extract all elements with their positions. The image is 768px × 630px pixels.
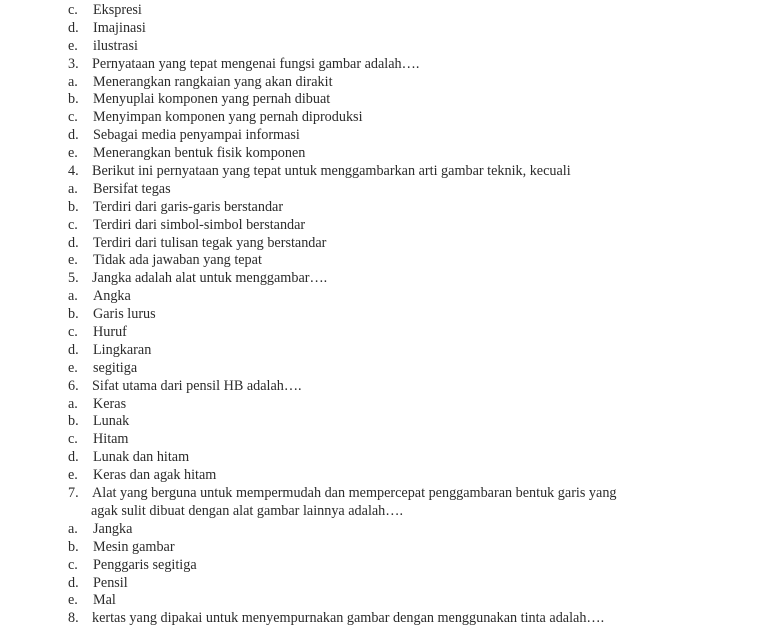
option-letter: e. (68, 145, 78, 162)
question-text: Alat yang berguna untuk mempermudah dan mempercepat penggambaran bentuk garis yang (92, 485, 617, 502)
option-text: Sebagai media penyampai informasi (93, 127, 300, 144)
answer-option-line (0, 252, 768, 270)
question-line (0, 163, 768, 181)
option-letter: c. (68, 556, 78, 573)
option-text: Mal (93, 592, 116, 609)
option-letter: d. (68, 127, 79, 144)
option-text: Lunak dan hitam (93, 449, 190, 466)
option-text: Tidak ada jawaban yang tepat (93, 252, 262, 269)
option-letter: c. (68, 2, 78, 18)
option-letter: d. (68, 341, 79, 358)
answer-option-line (0, 74, 768, 92)
option-text: Hitam (93, 431, 129, 448)
option-letter: e. (68, 359, 78, 376)
option-text: ilustrasi (93, 37, 138, 54)
answer-option-line (0, 557, 768, 575)
answer-option-line (0, 109, 768, 127)
option-letter: a. (68, 395, 78, 412)
option-text: Mesin gambar (93, 538, 175, 555)
answer-option-line (0, 2, 768, 20)
answer-option-line (0, 575, 768, 593)
question-continuation-line (0, 503, 768, 521)
answer-option-line (0, 127, 768, 145)
option-text: Angka (93, 288, 131, 305)
option-text: Menerangkan bentuk fisik komponen (93, 145, 306, 162)
answer-option-line (0, 145, 768, 163)
question-number: 3. (68, 55, 79, 72)
option-letter: c. (68, 109, 78, 126)
option-text: Imajinasi (93, 19, 146, 36)
option-letter: b. (68, 538, 79, 555)
question-text: Sifat utama dari pensil HB adalah…. (92, 377, 302, 394)
question-number: 7. (68, 485, 79, 502)
option-text: Terdiri dari garis-garis berstandar (93, 198, 284, 215)
option-text: Pensil (93, 574, 128, 591)
option-letter: c. (68, 431, 78, 448)
answer-option-line (0, 181, 768, 199)
question-line (0, 270, 768, 288)
option-letter: d. (68, 449, 79, 466)
option-letter: b. (68, 198, 79, 215)
option-letter: d. (68, 19, 79, 36)
question-line (0, 378, 768, 396)
option-text: Keras dan agak hitam (93, 467, 217, 484)
answer-option-line (0, 592, 768, 610)
option-letter: b. (68, 413, 79, 430)
answer-option-line (0, 431, 768, 449)
option-letter: d. (68, 574, 79, 591)
option-text: Huruf (93, 324, 127, 341)
answer-option-line (0, 360, 768, 378)
option-text: Terdiri dari tulisan tegak yang berstandar (93, 234, 327, 251)
answer-option-line (0, 539, 768, 557)
answer-option-line (0, 235, 768, 253)
answer-option-line (0, 324, 768, 342)
option-text: Penggaris segitiga (93, 556, 197, 573)
option-text: Menyimpan komponen yang pernah diproduksi (93, 109, 363, 126)
question-line (0, 56, 768, 74)
answer-option-line (0, 342, 768, 360)
option-text: Terdiri dari simbol-simbol berstandar (93, 216, 306, 233)
answer-option-line (0, 306, 768, 324)
option-letter: e. (68, 252, 78, 269)
question-number: 4. (68, 163, 79, 180)
question-number: 5. (68, 270, 79, 287)
answer-option-line (0, 396, 768, 414)
question-text: agak sulit dibuat dengan alat gambar lainnya adalah…. (91, 502, 404, 519)
option-text: Ekspresi (93, 2, 142, 18)
option-letter: c. (68, 324, 78, 341)
question-line (0, 610, 768, 628)
option-text: Keras (93, 395, 127, 412)
question-text: Pernyataan yang tepat mengenai fungsi gambar adalah…. (92, 55, 420, 72)
option-letter: c. (68, 216, 78, 233)
option-letter: e. (68, 467, 78, 484)
option-text: Menyuplai komponen yang pernah dibuat (93, 91, 331, 108)
question-text: Jangka adalah alat untuk menggambar…. (92, 270, 328, 287)
question-text: kertas yang dipakai untuk menyempurnakan gambar dengan menggunakan tinta adalah…. (92, 610, 605, 627)
answer-option-line (0, 467, 768, 485)
option-letter: a. (68, 520, 78, 537)
option-text: Garis lurus (93, 306, 156, 323)
option-letter: b. (68, 91, 79, 108)
option-letter: e. (68, 37, 78, 54)
answer-option-line (0, 20, 768, 38)
option-letter: b. (68, 306, 79, 323)
option-text: segitiga (93, 359, 138, 376)
document-body (0, 2, 768, 628)
answer-option-line (0, 413, 768, 431)
option-text: Menerangkan rangkaian yang akan dirakit (93, 73, 333, 90)
option-letter: a. (68, 180, 78, 197)
option-letter: e. (68, 592, 78, 609)
question-text: Berikut ini pernyataan yang tepat untuk menggambarkan arti gambar teknik, kecuali (92, 163, 571, 180)
answer-option-line (0, 91, 768, 109)
question-number: 8. (68, 610, 79, 627)
answer-option-line (0, 217, 768, 235)
option-text: Lingkaran (93, 341, 152, 358)
answer-option-line (0, 449, 768, 467)
option-text: Bersifat tegas (93, 180, 171, 197)
question-line (0, 485, 768, 503)
answer-option-line (0, 199, 768, 217)
question-number: 6. (68, 377, 79, 394)
answer-option-line (0, 288, 768, 306)
answer-option-line (0, 38, 768, 56)
option-letter: a. (68, 73, 78, 90)
option-text: Lunak (93, 413, 130, 430)
option-text: Jangka (93, 520, 133, 537)
answer-option-line (0, 521, 768, 539)
option-letter: a. (68, 288, 78, 305)
option-letter: d. (68, 234, 79, 251)
